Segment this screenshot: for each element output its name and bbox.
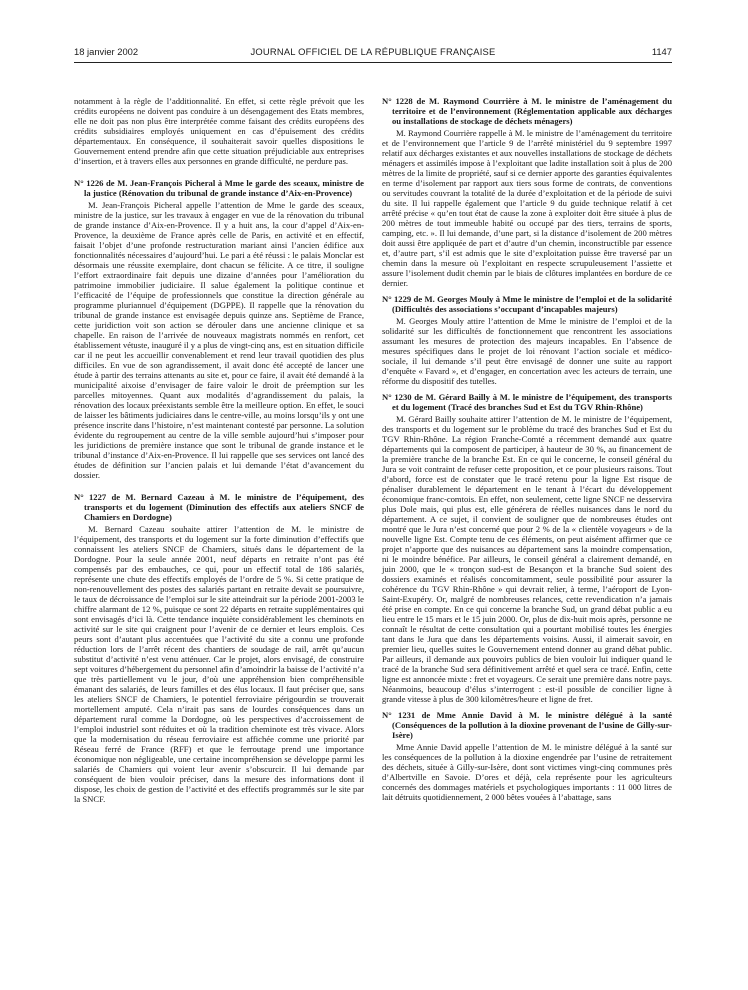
question-heading: N° 1227 de M. Bernard Cazeau à M. le ministre de l’équipement, des transports et du logement (Diminution des effectifs aux ateliers SNCF de Chamiers en Dordogne) [74, 492, 364, 522]
question-1227 [74, 492, 364, 804]
header-date: 18 janvier 2002 [74, 46, 139, 57]
left-column [74, 96, 364, 808]
question-1231 [382, 710, 672, 802]
question-1228 [382, 96, 672, 288]
journal-title: JOURNAL OFFICIEL DE LA RÉPUBLIQUE FRANÇAISE [250, 46, 496, 57]
question-1226 [74, 178, 364, 480]
question-body: M. Georges Mouly attire l’attention de Mme le ministre de l’emploi et de la solidarité sur les difficultés de fonctionnement que rencontrent les associations assumant les mesures de protection des majeurs incapables. En l’absence de mesures spécifiques dans le projet de loi rénovant l’action sociale et médico-sociale, il lui demande s’il peut être envisagé de donner une suite au rapport d’enquête « Favard », et d’engager, en concertation avec les acteurs de terrain, une réforme du dispositif des tutelles. [382, 316, 672, 386]
question-heading: N° 1226 de M. Jean-François Picheral à Mme le garde des sceaux, ministre de la justice (Rénovation du tribunal de grande instance d’Aix-en-Provence) [74, 178, 364, 198]
right-column [382, 96, 672, 806]
question-1229 [382, 294, 672, 386]
question-heading: N° 1231 de Mme Annie David à M. le ministre délégué à la santé (Conséquences de la pollution à la dioxine provenant de l’usine de Gilly-sur-Isère) [382, 710, 672, 740]
question-body: M. Jean-François Picheral appelle l’attention de Mme le garde des sceaux, ministre de la justice, sur les travaux à engager en vue de la rénovation du tribunal de grande instance d’Aix-en-Provence. Il y a huit ans, la cour d’appel d’Aix-en-Provence, la deuxième de France après celle de Paris, en activité et en effectif, faisait l’objet d’une profonde restructuration mariant ainsi l’ancien édifice aux fonctionnalités nécessaires d’aujourd’hui. Le pari a été réussi : le palais Monclar est désormais une réussite exemplaire, dont chacun se félicite. A ce titre, il souligne l’effort extraordinaire fait depuis une dizaine d’années pour l’amélioration du patrimoine immobilier judiciaire. Il salue également la politique continue et l’efficacité de l’équipe de professionnels que constitue la direction générale au programme pluriannuel d’équipement (DGPPE). Il rappelle que la rénovation du tribunal de grande instance est envisagée depuis quinze ans. Septième de France, cette juridiction voit son action se dérouler dans une ancienne clinique et sa chapelle. En raison de l’arrivée de nouveaux magistrats nommés en renfort, cet établissement vétuste, inauguré il y a plus de vingt-cinq ans, est en situation difficile car il ne peut les accueillir convenablement et rend leur travail quotidien des plus difficiles. En vue de son agrandissement, il avait donc été accepté de lancer une étude à partir des terrains attenants au site et, pour ce faire, il avait été demandé à la municipalité aixoise d’envisager de faire valoir le droit de préemption sur les parcelles mitoyennes. Quant aux modalités d’agrandissement du palais, la rénovation des locaux préexistants semble être la meilleure option. En effet, le souci de laisser les bâtiments judiciaires dans le centre-ville, au moins lorsqu’ils y ont une présence inscrite dans l’histoire, n’est maintenant contesté par personne. La solution évidente du regroupement au centre de la ville semble aujourd’hui s’imposer pour les juridictions de première instance que sont le tribunal de grande instance et le tribunal d’instance d’Aix-en-Provence. Il lui rappelle que ses services ont lancé des études de définition sur l’ancien palais et lui demande l’état d’avancement du dossier. [74, 200, 364, 480]
page-header [74, 46, 672, 63]
question-heading: N° 1230 de M. Gérard Bailly à M. le ministre de l’équipement, des transports et du logement (Tracé des branches Sud et Est du TGV Rhin-Rhône) [382, 392, 672, 412]
question-heading: N° 1228 de M. Raymond Courrière à M. le ministre de l’aménagement du territoire et de l’environnement (Réglementation applicable aux décharges ou installations de stockage de déchets ménagers) [382, 96, 672, 126]
question-body: M. Raymond Courrière rappelle à M. le ministre de l’aménagement du territoire et de l’environnement que l’article 9 de l’arrêté ministériel du 9 septembre 1997 relatif aux décharges existantes et aux nouvelles installations de stockage de déchets ménagers et assimilés impose à l’exploitant que ladite installation soit à plus de 200 mètres de la limite de propriété, sauf si ce dernier apporte des garanties équivalentes en terme d’isolement par rapport aux tiers sous forme de contrats, de conventions ou servitudes couvrant la totalité de la durée d’exploitation et de la période de suivi du site. Il lui rappelle également que l’article 9 du guide technique relatif à cet arrêté précise « qu’en tout état de cause la zone à exploiter doit être située à plus de 200 mètres de tout immeuble habité ou occupé par des tiers, terrains de sports, camping, etc. ». Il lui demande, d’une part, si la distance d’isolement de 200 mètres doit aussi être appliquée de part et d’autre d’un chemin, inconstructible par essence et, d’autre part, s’il est admis que le site d’exploitation puisse être traversé par un chemin dans la mesure où l’exploitant en respecte scrupuleusement l’assiette et assure l’isolement dudit chemin par le biais de clôtures implantées en bordure de ce dernier. [382, 128, 672, 288]
question-body: M. Bernard Cazeau souhaite attirer l’attention de M. le ministre de l’équipement, des transports et du logement sur la forte diminution d’effectifs que connaissent les ateliers SNCF de Chamiers, situés dans le département de la Dordogne. Pour la seule année 2001, neuf départs en retraite n’ont pas été compensés par des embauches, ce qui, pour un effectif total de 186 salariés, représente une chute des effectifs employés de l’ordre de 5 %. Si cette pratique de non-renouvellement des postes des salariés partant en retraite devait se poursuivre, le taux de décroissance de l’emploi sur le site atteindrait sur la période 2001-2003 le chiffre alarmant de 12 %, puisque ce sont 22 départs en retraite supplémentaires qui sont envisagés d’ici là. Cette tendance inquiète considérablement les cheminots en activité sur le site qui craignent pour l’avenir de ce dernier et leurs emplois. Ces peurs sont d’autant plus accentuées que l’activité du site a connu une profonde réduction lors de l’arrêt récent des chantiers de soudage de rail, arrêt qu’aucun substitut d’activité n’est venu atténuer. Car le projet, alors envisagé, de construire sept voitures d’hébergement du personnel afin d’amoindrir la baisse de l’activité n’a que très partiellement vu le jour, d’où une appréhension bien compréhensible émanant des salariés, de leurs familles et des élus locaux. Il faut préciser que, sans les ateliers SNCF de Chamiers, le potentiel ferroviaire périgourdin se trouverait mortellement amputé. Cela n’irait pas sans de lourdes conséquences dans un département rural comme la Dordogne, où les perspectives d’accroissement de l’emploi industriel sont réduites et où la tradition cheminote est très vivace. Alors que la modernisation du réseau ferroviaire est affichée comme une priorité par Réseau ferré de France (RFF) et que le ferroutage prend une importance économique non négligeable, une certaine incompréhension se développe parmi les salariés de Chamiers qui voient leur avenir s’obscurcir. Il lui demande par conséquent de bien vouloir préciser, dans la mesure des informations dont il dispose, les choix de gestion de l’activité et des effectifs programmés sur le site par la SNCF. [74, 524, 364, 804]
question-1230 [382, 392, 672, 704]
question-body: Mme Annie David appelle l’attention de M. le ministre délégué à la santé sur les conséquences de la pollution à la dioxine engendrée par l’usine de retraitement des déchets, située à Gilly-sur-Isère, dont sont victimes vingt-cinq communes près d’Albertville en Savoie. D’ores et déjà, cela représente pour les agriculteurs concernés des dommages matériels et psychologiques importants : 11 000 litres de lait détruits quotidiennement, 2 000 bêtes vouées à l’abattage, sans [382, 742, 672, 802]
continuation-paragraph: notamment à la règle de l’additionnalité. En effet, si cette règle prévoit que les crédits européens ne doivent pas conduire à un désengagement des Etats membres, elle ne doit pas non plus être interprétée comme faisant des crédits européens des crédits subsidiaires employés uniquement en cas d’épuisement des crédits départementaux. En conséquence, il souhaiterait savoir quelles dispositions le Gouvernement entend prendre afin que cette situation préjudiciable aux entreprises d’insertion, et à travers elles aux personnes en grande difficulté, ne perdure pas. [74, 96, 364, 166]
question-heading: N° 1229 de M. Georges Mouly à Mme le ministre de l’emploi et de la solidarité (Difficultés des associations s’occupant d’incapables majeurs) [382, 294, 672, 314]
page-number: 1147 [651, 46, 672, 57]
question-body: M. Gérard Bailly souhaite attirer l’attention de M. le ministre de l’équipement, des transports et du logement sur le problème du tracé des branches Sud et Est du TGV Rhin-Rhône. La région Franche-Comté a récemment demandé aux quatre départements qui la composent de participer, à hauteur de 30 %, au financement de la première tranche de la branche Est. En ce qui le concerne, le conseil général du Jura se voit contraint de refuser cette proposition, et ce pour plusieurs raisons. Tout d’abord, force est de constater que le tracé retenu pour la ligne Est risque de pénaliser durablement le département en le tenant à l’écart du développement économique franc-comtois. En effet, non seulement, cette ligne SNCF ne desservira plus Dole mais, qui plus est, elle générera de réelles nuisances dans le nord du département. A ce sujet, il convient de souligner que de nombreuses études ont montré que le Jura n’est concerné que pour 2 % de la « clientèle voyageurs » de la nouvelle ligne Est. Compte tenu de ces éléments, on peut aisément affirmer que ce projet n’apporte que des nuisances au département sans la moindre compensation, ni le moindre bénéfice. Par ailleurs, le conseil général a clairement demandé, en juin 2000, que le « tronçon sud-est de Besançon et la branche Sud soient des dossiers examinés et réalisés concomitamment, seule possibilité pour assurer la cohérence du TGV Rhin-Rhône » qui devrait relier, à terme, l’aéroport de Lyon-Saint-Exupéry. Or, malgré de nombreuses relances, cette revendication n’a jamais été prise en compte. En ce qui concerne la branche Sud, un grand débat public a eu lieu entre le 15 mars et le 15 juin 2000. Or, plus de dix-huit mois après, personne ne connaît le résultat de cette consultation qui a pourtant mobilisé toutes les énergies tant dans le Jura que dans les départements voisins. Aussi, il aimerait savoir, en premier lieu, quelles suites le Gouvernement entend donner au grand débat public. Par ailleurs, il demande aux pouvoirs publics de bien vouloir lui indiquer quand le tracé de la branche Sud sera définitivement arrêté et quel sera ce tracé. Enfin, cette ligne est annoncée mixte : fret et voyageurs. Ce serait une première dans notre pays. Néanmoins, beaucoup d’élus s’interrogent : est-il possible de concilier ligne à grande vitesse à plus de 300 kilomètres/heure et ligne de fret. [382, 414, 672, 704]
